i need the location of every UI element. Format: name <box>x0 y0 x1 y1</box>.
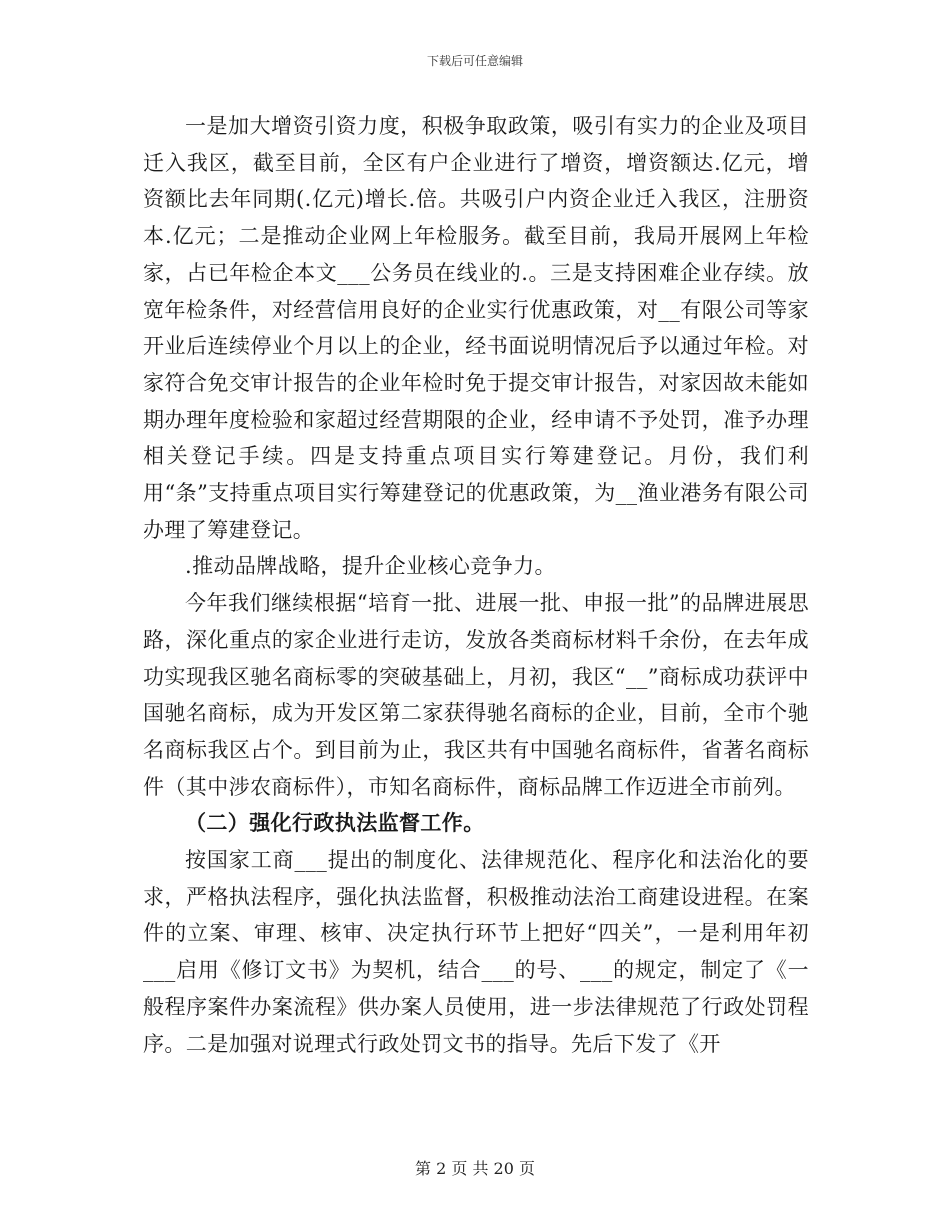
page-header: 下载后可任意编辑 <box>426 54 523 68</box>
paragraph-investment: 一是加大增资引资力度，积极争取政策，吸引有实力的企业及项目迁入我区，截至目前，全区有户企业进行了增资，增资额达.亿元，增资额比去年同期(.亿元)增长.倍。共吸引户内资企业迁入我区，注册资本.亿元；二是推动企业网上年检服务。截至目前，我局开展网上年检家，占已年检企本文___公务员在线业的.。三是支持困难企业存续。放宽年检条件，对经营信用良好的企业实行优惠政策，对__有限公司等家开业后连续停业个月以上的企业，经书面说明情况后予以通过年检。对家符合免交审计报告的企业年检时免于提交审计报告，对家因故未能如期办理年度检验和家超过经营期限的企业，经申请不予处罚，准予办理相关登记手续。四是支持重点项目实行筹建登记。月份，我们利用“条”支持重点项目实行筹建登记的优惠政策，为__渔业港务有限公司办理了筹建登记。 <box>143 114 809 542</box>
section-heading-law-enforcement: （二）强化行政执法监督工作。 <box>185 810 485 836</box>
paragraph-brand-strategy: .推动品牌战略，提升企业核心竞争力。 <box>185 554 556 579</box>
paragraph-brand-development: 今年我们继续根据“培育一批、进展一批、申报一批”的品牌进展思路，深化重点的家企业进行走访，发放各类商标材料千余份，在去年成功实现我区驰名商标零的突破基础上，月初，我区“__”商标成功获评中国驰名商标，成为开发区第二家获得驰名商标的企业，目前，全市个驰名商标我区占个。到目前为止，我区共有中国驰名商标件，省著名商标件（其中涉农商标件），市知名商标件，商标品牌工作迈进全市前列。 <box>143 591 809 799</box>
paragraph-law-enforcement: 按国家工商___提出的制度化、法律规范化、程序化和法治化的要求，严格执法程序，强化执法监督，积极推动法治工商建设进程。在案件的立案、审理、核审、决定执行环节上把好“四关”，一是利用年初___启用《修订文书》为契机，结合___的号、___的规定，制定了《一般程序案件办案流程》供办案人员使用，进一步法律规范了行政处罚程序。二是加强对说理式行政处罚文书的指导。先后下发了《开 <box>143 848 809 1056</box>
document-body <box>143 108 809 1062</box>
page-number: 第 2 页 共 20 页 <box>415 1159 535 1178</box>
